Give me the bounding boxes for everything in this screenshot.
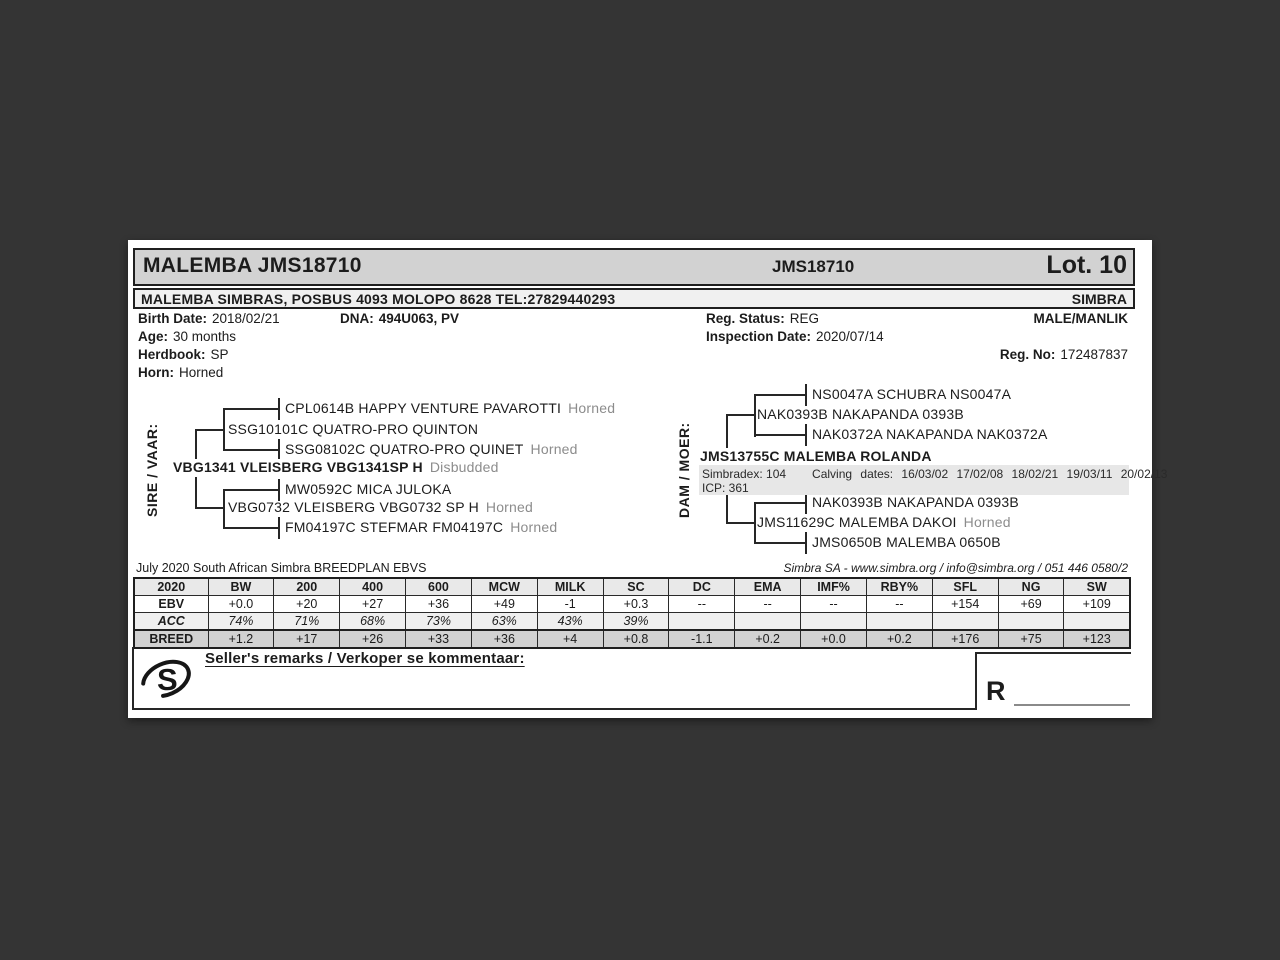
dam-dam-sire: NAK0393B NAKAPANDA 0393B xyxy=(812,494,1019,510)
sire-sire: SSG10101C QUATRO-PRO QUINTON xyxy=(228,421,479,437)
pedigree-line xyxy=(223,489,278,491)
pedigree-line xyxy=(223,527,278,529)
price-box-border xyxy=(975,652,1131,654)
header-bar xyxy=(133,248,1135,286)
pedigree-line xyxy=(223,449,278,451)
pedigree-line xyxy=(805,492,807,514)
dam-section-label: DAM / MOER: xyxy=(676,422,692,518)
pedigree-line xyxy=(223,489,225,529)
accuracy-row: ACC 74% 71% 68% 73% 63% 43% 39% xyxy=(134,613,1130,631)
breed-average-row: BREED +1.2 +17 +26 +33 +36 +4 +0.8 -1.1 +0.2 +0.0 +0.2 +176 +75 +123 xyxy=(134,630,1130,648)
pedigree-line xyxy=(278,517,280,539)
dam-grandsire: NS0047A SCHUBRA NS0047A xyxy=(812,386,1012,402)
price-blank-line xyxy=(1014,704,1130,706)
reg-status-field: Reg. Status: REG xyxy=(706,311,820,326)
ebv-header-row: 2020 BW 200 400 600 MCW MILK SC DC EMA IMF% RBY% SFL NG SW xyxy=(134,578,1130,596)
society-s-logo-icon xyxy=(137,648,195,711)
sire-dam-sire: MW0592C MICA JULOKA xyxy=(285,481,452,497)
sire-name: VBG1341 VLEISBERG VBG1341SP H Disbudded xyxy=(173,459,503,477)
sire-section-label: SIRE / VAAR: xyxy=(144,423,160,517)
horn-status: Horned xyxy=(485,499,534,515)
seller-remarks-label: Seller's remarks / Verkoper se kommentaar: xyxy=(205,650,525,667)
pedigree-line xyxy=(195,507,225,509)
breed-name: SIMBRA xyxy=(1071,291,1127,307)
dam-dam-dam: JMS0650B MALEMBA 0650B xyxy=(812,534,1001,550)
pedigree-line xyxy=(223,408,278,410)
pedigree-line xyxy=(805,424,807,446)
sex-field: MALE/MANLIK xyxy=(1033,311,1128,326)
icp-value: ICP: 361 xyxy=(702,481,749,495)
pedigree-line xyxy=(726,414,756,416)
pedigree-line xyxy=(754,502,756,544)
sire-grandsire: CPL0614B HAPPY VENTURE PAVAROTTI Horned xyxy=(285,400,616,416)
dam-dam: JMS11629C MALEMBA DAKOI Horned xyxy=(757,514,1011,530)
horn-status: Horned xyxy=(568,400,616,416)
pedigree-line xyxy=(754,434,805,436)
age-field: Age: 30 months xyxy=(138,329,237,344)
ebv-values-row: EBV +0.0 +20 +27 +36 +49 -1 +0.3 -- -- -- -- +154 +69 +109 xyxy=(134,596,1130,613)
calving-dates: Calving dates: 16/03/02 17/02/08 18/02/21 19/03/11 20/02/13 xyxy=(812,467,1168,481)
horn-status: Horned xyxy=(963,514,1011,530)
dna-field: DNA: 494U063, PV xyxy=(340,311,460,326)
breeder-contact: MALEMBA SIMBRAS, POSBUS 4093 MOLOPO 8628 TEL:27829440293 xyxy=(141,291,616,307)
dam-granddam: NAK0372A NAKAPANDA NAK0372A xyxy=(812,426,1048,442)
price-box-border xyxy=(975,652,977,710)
pedigree-line xyxy=(754,394,756,437)
subheader-bar xyxy=(133,288,1135,309)
sire-granddam: SSG08102C QUATRO-PRO QUINET Horned xyxy=(285,441,578,457)
pedigree-line xyxy=(223,408,225,451)
pedigree-line xyxy=(195,429,225,431)
society-contact: Simbra SA - www.simbra.org / info@simbra.org / 051 446 0580/2 xyxy=(783,561,1128,575)
ebv-caption: July 2020 South African Simbra BREEDPLAN EBVS xyxy=(136,561,427,575)
reg-no-field: Reg. No: 172487837 xyxy=(999,347,1128,362)
pedigree-line xyxy=(754,502,805,504)
animal-id: JMS18710 xyxy=(772,257,855,276)
pedigree-line xyxy=(754,394,805,396)
inspection-date-field: Inspection Date: 2020/07/14 xyxy=(706,329,884,344)
horn-status: Horned xyxy=(530,441,578,457)
dam-sire: NAK0393B NAKAPANDA 0393B xyxy=(757,406,964,422)
dam-name: JMS13755C MALEMBA ROLANDA xyxy=(700,448,943,466)
herdbook-field: Herdbook: SP xyxy=(138,347,229,362)
logo-letter: S xyxy=(157,662,178,697)
ebv-table xyxy=(133,577,1131,649)
pedigree-line xyxy=(726,522,756,524)
pedigree-line xyxy=(278,439,280,461)
pedigree-line xyxy=(278,398,280,420)
lot-number: Lot. 10 xyxy=(1046,251,1127,279)
horn-status: Horned xyxy=(510,519,558,535)
remarks-box-border xyxy=(132,647,134,710)
sire-dam: VBG0732 VLEISBERG VBG0732 SP H Horned xyxy=(228,499,534,515)
pedigree-line xyxy=(805,532,807,554)
simbradex-value: Simbradex: 104 xyxy=(702,467,787,481)
animal-title: MALEMBA JMS18710 xyxy=(143,254,362,277)
birth-date-field: Birth Date: 2018/02/21 xyxy=(138,311,280,326)
horn-status: Disbudded xyxy=(429,459,499,475)
horn-field: Horn: Horned xyxy=(138,365,224,380)
pedigree-line xyxy=(278,479,280,501)
pedigree-line xyxy=(805,384,807,406)
catalog-page xyxy=(128,240,1168,718)
pedigree-line xyxy=(754,542,805,544)
sire-dam-dam: FM04197C STEFMAR FM04197C Horned xyxy=(285,519,558,535)
remarks-box-border xyxy=(132,708,977,710)
price-currency: R xyxy=(986,676,1006,706)
dam-performance-band xyxy=(699,465,1168,495)
